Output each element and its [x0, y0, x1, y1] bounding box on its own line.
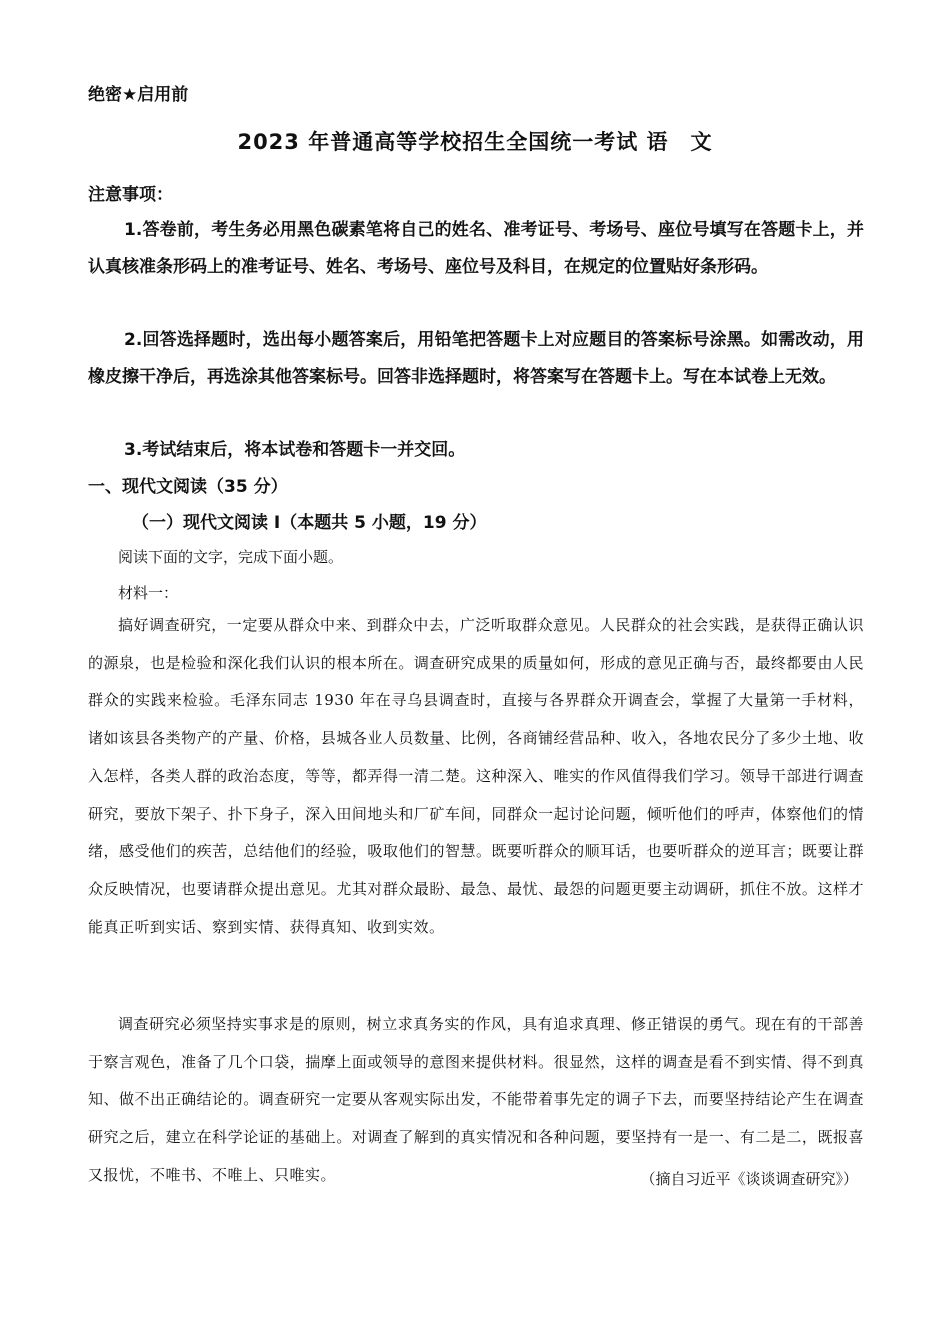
material-paragraph-2: 调查研究必须坚持实事求是的原则，树立求真务实的作风，具有追求真理、修正错误的勇气。现在有的干部善于察言观色，准备了几个口袋，揣摩上面或领导的意图来提供材料。很显然，这样的调查是看不到实情、得不到真知、做不出正确结论的。调查研究一定要从客观实际出发，不能带着事先定的调子下去，而要坚持结论产生在调查研究之后，建立在科学论证的基础上。对调查了解到的真实情况和各种问题，要坚持有一是一、有二是二，既报喜又报忧，不唯书、不唯上、只唯实。	[88, 1015, 864, 1184]
exam-title: 2023 年普通高等学校招生全国统一考试 语 文	[237, 130, 713, 154]
material-label: 材料一：	[118, 584, 179, 602]
notice-item-3: 3.考试结束后，将本试卷和答题卡一并交回。	[124, 440, 466, 460]
material-source: （摘自习近平《谈谈调查研究》）	[640, 1170, 858, 1188]
notes-heading: 注意事项：	[88, 185, 173, 205]
notice-item-1: 1.答卷前，考生务必用黑色碳素笔将自己的姓名、准考证号、考场号、座位号填写在答题卡上，并认真核准条形码上的准考证号、姓名、考场号、座位号及科目，在规定的位置贴好条形码。	[88, 220, 864, 277]
notice-item-2: 2.回答选择题时，选出每小题答案后，用铅笔把答题卡上对应题目的答案标号涂黑。如需改动，用橡皮擦干净后，再选涂其他答案标号。回答非选择题时，将答案写在答题卡上。写在本试卷上无效。	[88, 330, 864, 387]
section-heading: 一、现代文阅读（35 分）	[88, 477, 288, 497]
subsection-heading: （一）现代文阅读 I（本题共 5 小题，19 分）	[132, 513, 487, 533]
material-paragraph-1: 搞好调查研究，一定要从群众中来、到群众中去，广泛听取群众意见。人民群众的社会实践，是获得正确认识的源泉，也是检验和深化我们认识的根本所在。调查研究成果的质量如何，形成的意见正确与否，最终都要由人民群众的实践来检验。毛泽东同志 1930 年在寻乌县调查时，直接与各界群众开调查会，掌握了大量第一手材料，诸如该县各类物产的产量、价格，县城各业人员数量、比例，各商铺经营品种、收入，各地农民分了多少土地、收入怎样，各类人群的政治态度，等等，都弄得一清二楚。这种深入、唯实的作风值得我们学习。领导干部进行调查研究，要放下架子、扑下身子，深入田间地头和厂矿车间，同群众一起讨论问题，倾听他们的呼声，体察他们的情绪，感受他们的疾苦，总结他们的经验，吸取他们的智慧。既要听群众的顺耳话，也要听群众的逆耳言；既要让群众反映情况，也要请群众提出意见。尤其对群众最盼、最急、最忧、最怨的问题更要主动调研，抓住不放。这样才能真正听到实话、察到实情、获得真知、收到实效。	[88, 616, 864, 936]
reading-instruction: 阅读下面的文字，完成下面小题。	[118, 548, 344, 566]
confidential-label: 绝密★启用前	[88, 85, 189, 105]
